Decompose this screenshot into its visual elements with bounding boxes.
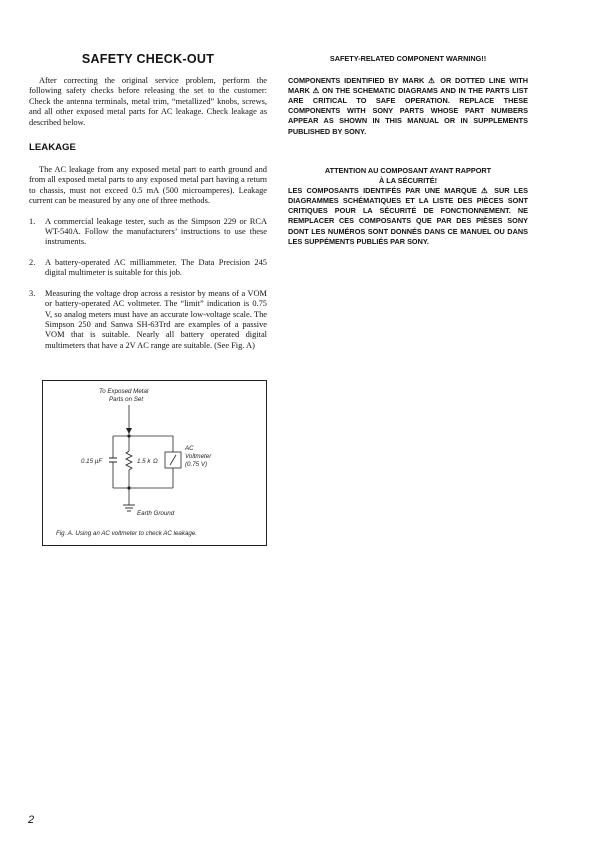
list-item-number: 1. xyxy=(29,216,36,226)
list-item xyxy=(29,217,267,248)
ground-icon xyxy=(123,505,135,511)
capacitor-icon xyxy=(109,458,117,462)
section-heading-leakage: LEAKAGE xyxy=(29,142,76,154)
leakage-paragraph: The AC leakage from any exposed metal part to earth ground and from all exposed metal parts to any exposed metal part having a return to chassis, must not exceed 0.5 mA (500 microamperes). Leakage current can be measured by any one of three methods. xyxy=(29,165,267,206)
warning-heading: SAFETY-RELATED COMPONENT WARNING!! xyxy=(329,54,487,63)
figure-a xyxy=(42,380,267,546)
fr-heading-line-2: À LA SÉCURITÉ! xyxy=(378,176,438,186)
figure-top-label-1: To Exposed Metal xyxy=(99,388,149,395)
list-item-number: 2. xyxy=(29,257,36,267)
leakage-circuit-diagram xyxy=(43,381,266,545)
warning-body: COMPONENTS IDENTIFIED BY MARK ⚠ OR DOTTED LINE WITH MARK ⚠ ON THE SCHEMATIC DIAGRAMS AND IN THE PARTS LIST ARE CRITICAL TO SAFE OPERATION. REPLACE THESE COMPONENTS WITH SONY PARTS WHOSE PART NUMBERS APPEAR AS SHOWN IN THIS MANUAL OR IN SUPPLEMENTS PUBLISHED BY SONY. xyxy=(288,76,528,136)
list-item-number: 3. xyxy=(29,288,36,298)
resistor-label: 1.5 k xyxy=(137,458,151,465)
list-item-text: A commercial leakage tester, such as the Simpson 229 or RCA WT-540A. Follow the manufacturers’ instructions to use these instruments. xyxy=(45,216,267,247)
figure-top-label-2: Parts on Set xyxy=(109,396,144,403)
arrow-down-icon xyxy=(126,405,132,434)
voltmeter-label-2: Voltmeter xyxy=(185,453,212,460)
list-item-text: A battery-operated AC milliammeter. The Data Precision 245 digital multimeter is suitable for this job. xyxy=(45,257,267,278)
warning-block-fr xyxy=(288,166,528,247)
page-number: 2 xyxy=(28,814,35,826)
voltmeter-label-1: AC xyxy=(185,445,194,452)
resistor-icon xyxy=(126,451,132,470)
capacitor-label: 0.15 µF xyxy=(81,458,103,465)
method-list xyxy=(29,217,267,351)
list-item xyxy=(29,289,267,351)
left-column xyxy=(29,52,267,361)
voltmeter-label-3: (0.75 V) xyxy=(185,461,208,468)
fr-heading-line-1: ATTENTION AU COMPOSANT AYANT RAPPORT xyxy=(324,166,492,175)
list-item xyxy=(29,258,267,279)
list-item-text: Measuring the voltage drop across a resistor by means of a VOM or battery-operated AC voltmeter. The “limit” indication is 0.75 V, so analog meters must have an accurate low-voltage scale. The Simpson 250 and Sanwa SH-63Trd are examples of a passive VOM that is suitable. Nearly all battery operated digital multimeters that have a 2V AC range are suitable. (See Fig. A) xyxy=(45,288,267,350)
figure-caption: Fig. A. Using an AC voltmeter to check AC leakage. xyxy=(56,530,197,537)
ohm-symbol-icon: Ω xyxy=(153,458,158,465)
warning-block-en xyxy=(288,54,528,137)
voltmeter-icon xyxy=(165,452,181,468)
intro-paragraph: After correcting the original service problem, perform the following safety checks before releasing the set to the customer: Check the antenna terminals, metal trim, “metallized” knobs, screws, and all other exposed metal parts for AC leakage. Check leakage as described below. xyxy=(29,76,267,127)
fr-warning-body: LES COMPOSANTS IDENTIFÉS PAR UNE MARQUE ⚠ SUR LES DIAGRAMMES SCHÉMATIQUES ET LA LISTE DES PIÈCES SONT CRITIQUES POUR LA SÉCURITÉ DE FONCTIONNEMENT. NE REMPLACER CES COMPOSANTS QUE PAR DES PIÈSES SONY DONT LES NUMÉROS SONT DONNÉS DANS CE MANUEL OU DANS LES SUPPÉMENTS PUBLIÉS PAR SONY. xyxy=(288,186,528,246)
page-title: SAFETY CHECK-OUT xyxy=(81,52,215,66)
ground-label: Earth Ground xyxy=(137,510,175,517)
